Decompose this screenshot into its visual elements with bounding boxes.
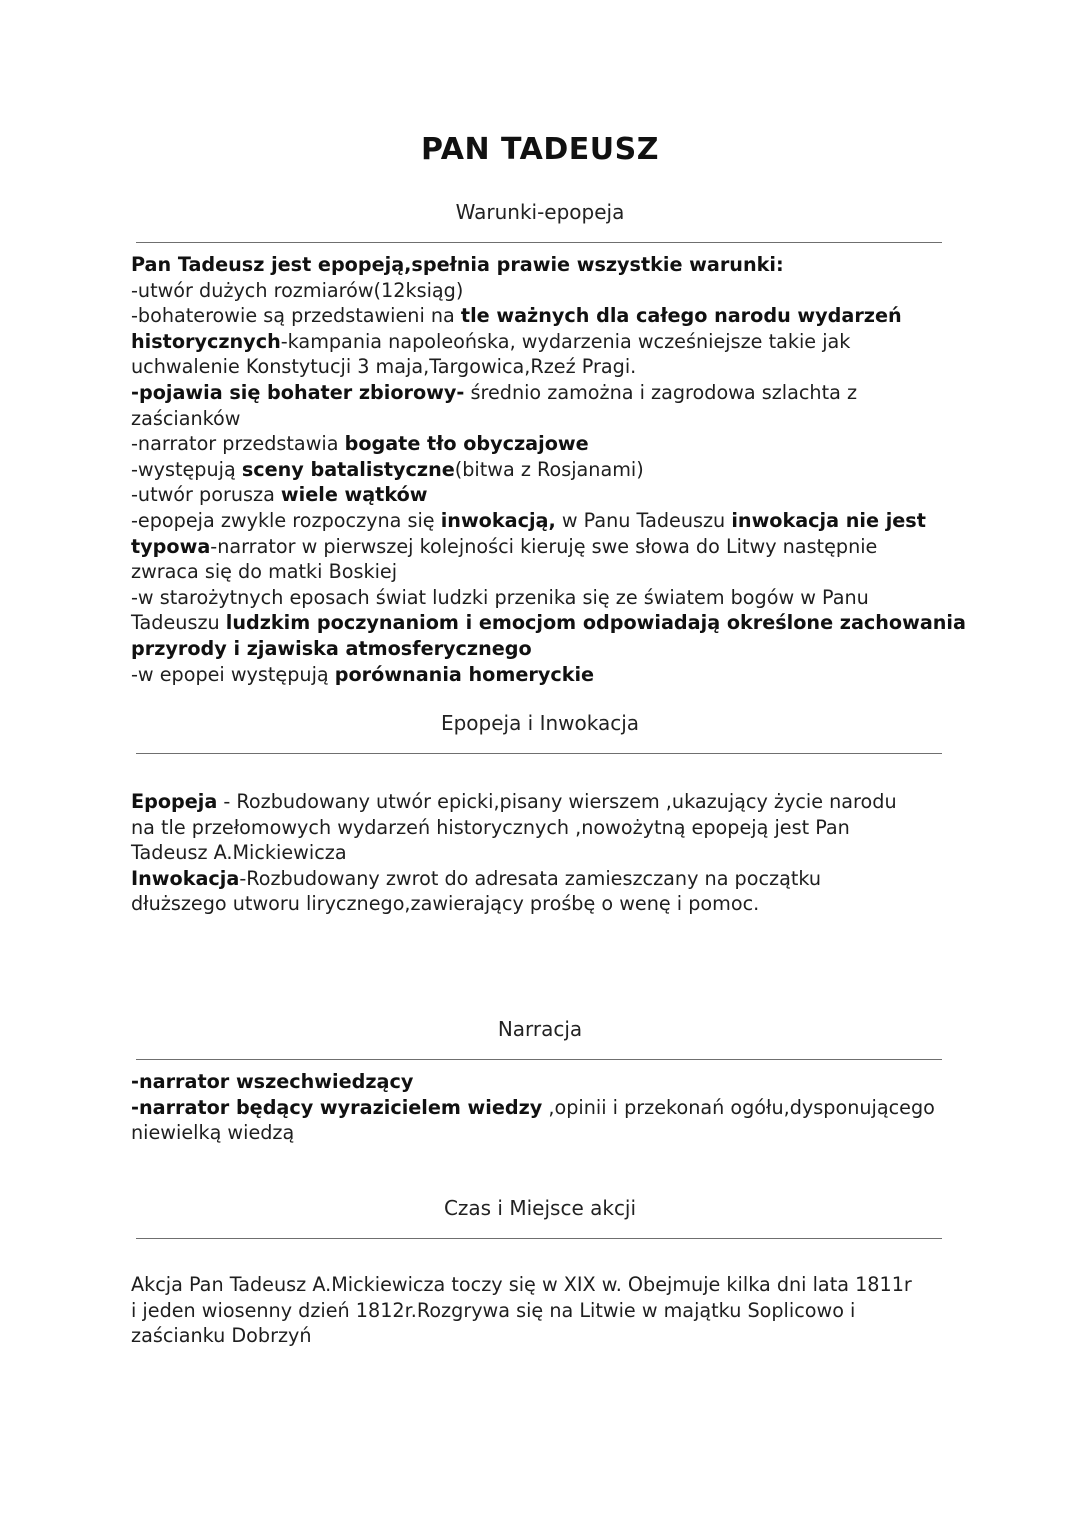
- text-line: na tle przełomowych wydarzeń historycznych ,nowożytną epopeją jest Pan: [131, 815, 850, 839]
- section-divider: [136, 1059, 942, 1060]
- text-line: zaścianków: [131, 406, 241, 430]
- text-line: dłuższego utworu lirycznego,zawierający prośbę o wenę i pomoc.: [131, 892, 760, 916]
- text-line: -narrator przedstawia bogate tło obyczajowe: [131, 432, 589, 456]
- text-line: -w starożytnych eposach świat ludzki przenika się ze światem bogów w Panu: [131, 585, 869, 609]
- text-line: Akcja Pan Tadeusz A.Mickiewicza toczy się w XIX w. Obejmuje kilka dni lata 1811r: [131, 1273, 912, 1296]
- text-line: Tadeusz A.Mickiewicza: [131, 841, 347, 865]
- section-body-narracja: [131, 1069, 961, 1146]
- text-line: Epopeja - Rozbudowany utwór epicki,pisany wierszem ,ukazujący życie narodu: [131, 790, 897, 813]
- text-line: historycznych-kampania napoleońska, wydarzenia wcześniejsze takie jak: [131, 329, 851, 353]
- section-heading-epopeja: Epopeja i Inwokacja: [440, 711, 640, 735]
- text-line: -utwór porusza wiele wątków: [131, 483, 428, 507]
- text-line: -pojawia się bohater zbiorowy- średnio zamożna i zagrodowa szlachta z: [131, 380, 858, 404]
- section-divider: [136, 753, 942, 754]
- text-line: zwraca się do matki Boskiej: [131, 560, 398, 584]
- section-body-warunki: [131, 252, 966, 687]
- section-divider: [136, 242, 942, 243]
- page-title: PAN TADEUSZ: [421, 132, 659, 167]
- text-line: Tadeuszu ludzkim poczynaniom i emocjom odpowiadają określone zachowania: [131, 611, 966, 635]
- text-line: -narrator będący wyrazicielem wiedzy ,opinii i przekonań ogółu,dysponującego: [131, 1095, 935, 1119]
- text-line: Inwokacja-Rozbudowany zwrot do adresata zamieszczany na początku: [131, 866, 822, 890]
- text-line: -w epopei występują porównania homeryckie: [131, 662, 595, 686]
- text-line: zaścianku Dobrzyń: [131, 1324, 312, 1348]
- section-body-czas: [131, 1272, 961, 1349]
- section-body-epopeja: [131, 789, 961, 917]
- text-line: -bohaterowie są przedstawieni na tle ważnych dla całego narodu wydarzeń: [131, 304, 902, 328]
- text-line: -epopeja zwykle rozpoczyna się inwokacją, w Panu Tadeuszu inwokacja nie jest: [131, 508, 926, 532]
- section-heading-czas: Czas i Miejsce akcji: [443, 1196, 637, 1220]
- text-line: przyrody i zjawiska atmosferycznego: [131, 636, 532, 660]
- text-line: -występują sceny batalistyczne(bitwa z Rosjanami): [131, 457, 644, 481]
- text-line: niewielką wiedzą: [131, 1121, 295, 1145]
- section-heading-narracja: Narracja: [497, 1017, 583, 1041]
- section-divider: [136, 1238, 942, 1239]
- text-line: i jeden wiosenny dzień 1812r.Rozgrywa się na Litwie w majątku Soplicowo i: [131, 1298, 856, 1322]
- text-line: typowa-narrator w pierwszej kolejności kieruję swe słowa do Litwy następnie: [131, 534, 878, 558]
- text-line: Pan Tadeusz jest epopeją,spełnia prawie wszystkie warunki:: [131, 253, 784, 276]
- text-line: uchwalenie Konstytucji 3 maja,Targowica,Rzeź Pragi.: [131, 355, 637, 379]
- text-line: -narrator wszechwiedzący: [131, 1070, 414, 1093]
- text-line: -utwór dużych rozmiarów(12ksiąg): [131, 278, 464, 302]
- section-heading-warunki: Warunki-epopeja: [455, 200, 625, 224]
